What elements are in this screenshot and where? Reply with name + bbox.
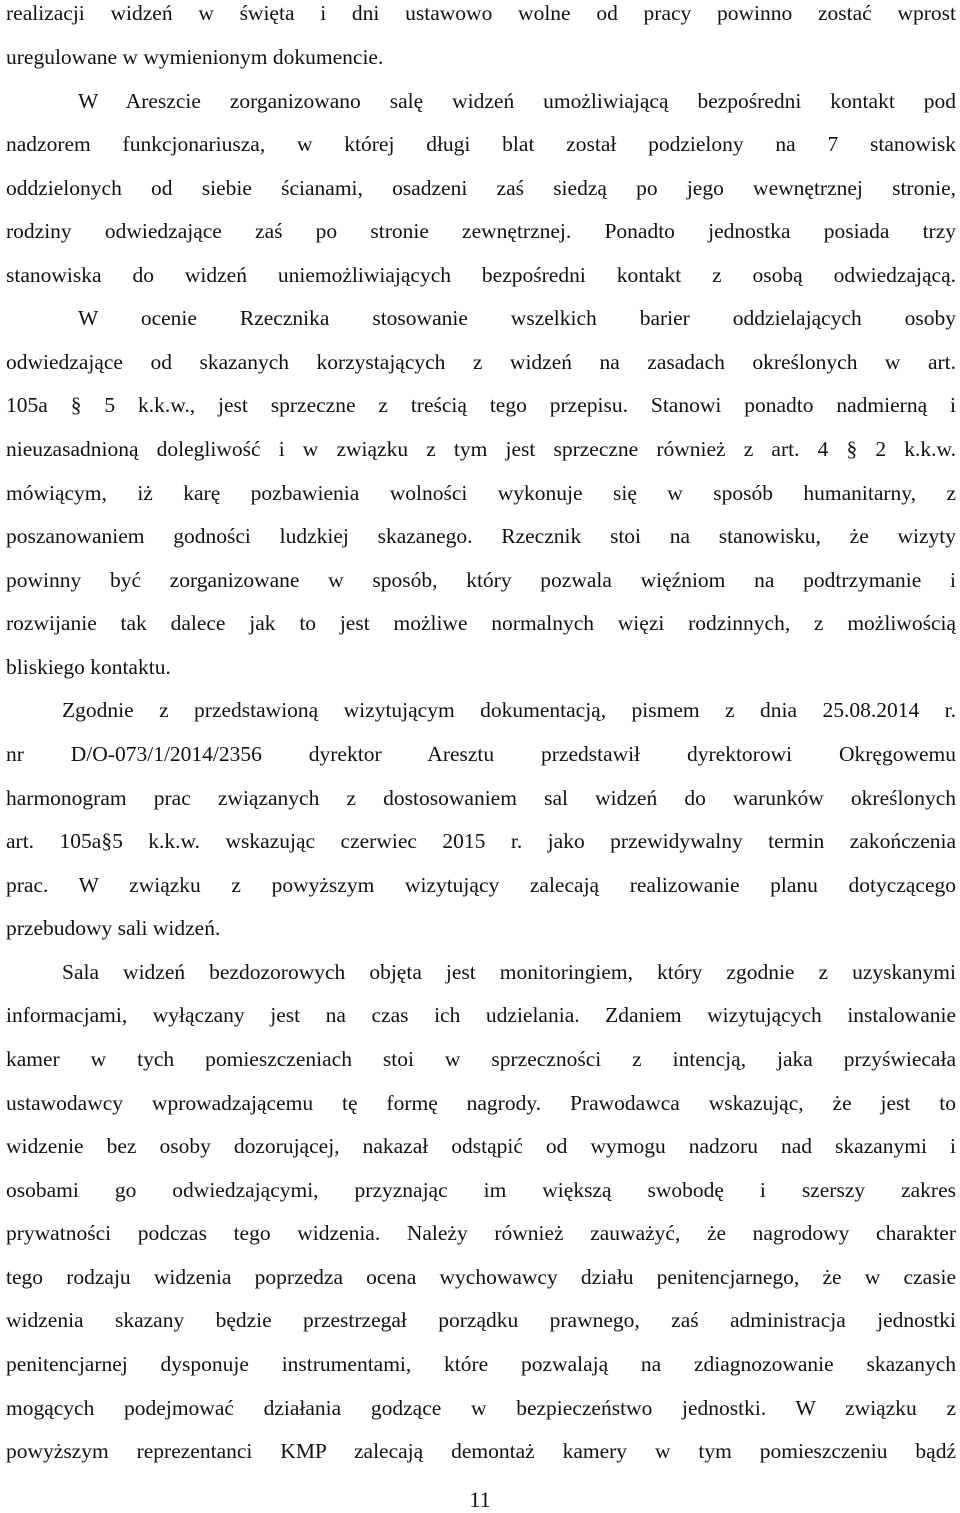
- text-line: rozwijanie tak dalece jak to jest możliwe normalnych więzi rodzinnych, z możliwością: [6, 611, 956, 635]
- text-line: ustawodawcy wprowadzającemu tę formę nagrody. Prawodawca wskazując, że jest to: [6, 1091, 956, 1115]
- text-line: osobami go odwiedzającymi, przyznając im większą swobodę i szerszy zakres: [6, 1178, 956, 1202]
- text-line: bliskiego kontaktu.: [6, 655, 171, 679]
- text-line: realizacji widzeń w święta i dni ustawowo wolne od pracy powinno zostać wprost: [6, 1, 956, 25]
- text-line: informacjami, wyłączany jest na czas ich udzielania. Zdaniem wizytujących instalowanie: [6, 1003, 956, 1027]
- text-line: widzenia skazany będzie przestrzegał porządku prawnego, zaś administracja jednostki: [6, 1308, 956, 1332]
- text-line: mogących podejmować działania godzące w bezpieczeństwo jednostki. W związku z: [6, 1396, 956, 1420]
- text-line: art. 105a§5 k.k.w. wskazując czerwiec 2015 r. jako przewidywalny termin zakończenia: [6, 829, 956, 853]
- paragraph-first-line: W ocenie Rzecznika stosowanie wszelkich barier oddzielających osoby: [78, 306, 956, 330]
- text-line: penitencjarnej dysponuje instrumentami, które pozwalają na zdiagnozowanie skazanych: [6, 1352, 956, 1376]
- text-line: prywatności podczas tego widzenia. Należy również zauważyć, że nagrodowy charakter: [6, 1221, 956, 1245]
- text-line: tego rodzaju widzenia poprzedza ocena wychowawcy działu penitencjarnego, że w czasie: [6, 1265, 956, 1289]
- text-line: przebudowy sali widzeń.: [6, 916, 221, 940]
- text-line: mówiącym, iż karę pozbawienia wolności wykonuje się w sposób humanitarny, z: [6, 481, 956, 505]
- page-number: 11: [469, 1487, 491, 1512]
- text-line: prac. W związku z powyższym wizytujący zalecają realizowanie planu dotyczącego: [6, 873, 956, 897]
- paragraph-first-line: Sala widzeń bezdozorowych objęta jest monitoringiem, który zgodnie z uzyskanymi: [62, 960, 956, 984]
- text-line: powinny być zorganizowane w sposób, który pozwala więźniom na podtrzymanie i: [6, 568, 956, 592]
- text-line: nr D/O-073/1/2014/2356 dyrektor Aresztu przedstawił dyrektorowi Okręgowemu: [6, 742, 956, 766]
- text-line: oddzielonych od siebie ścianami, osadzeni zaś siedzą po jego wewnętrznej stronie,: [6, 176, 956, 200]
- text-line: uregulowane w wymienionym dokumencie.: [6, 45, 384, 69]
- text-line: 105a § 5 k.k.w., jest sprzeczne z treścią tego przepisu. Stanowi ponadto nadmierną i: [6, 393, 956, 417]
- text-line: poszanowaniem godności ludzkiej skazanego. Rzecznik stoi na stanowisku, że wizyty: [6, 524, 956, 548]
- text-line: powyższym reprezentanci KMP zalecają demontaż kamery w tym pomieszczeniu bądź: [6, 1439, 956, 1463]
- text-line: odwiedzające od skazanych korzystających z widzeń na zasadach określonych w art.: [6, 350, 956, 374]
- text-line: nieuzasadnioną dolegliwość i w związku z tym jest sprzeczne również z art. 4 § 2 k.k.w.: [6, 437, 956, 461]
- paragraph-first-line: Zgodnie z przedstawioną wizytującym dokumentacją, pismem z dnia 25.08.2014 r.: [62, 698, 956, 722]
- text-line: rodziny odwiedzające zaś po stronie zewnętrznej. Ponadto jednostka posiada trzy: [6, 219, 956, 243]
- text-line: stanowiska do widzeń uniemożliwiających bezpośredni kontakt z osobą odwiedzającą.: [6, 263, 956, 287]
- paragraph-first-line: W Areszcie zorganizowano salę widzeń umożliwiającą bezpośredni kontakt pod: [78, 89, 956, 113]
- text-line: harmonogram prac związanych z dostosowaniem sal widzeń do warunków określonych: [6, 786, 956, 810]
- text-line: nadzorem funkcjonariusza, w której długi blat został podzielony na 7 stanowisk: [6, 132, 956, 156]
- text-line: kamer w tych pomieszczeniach stoi w sprzeczności z intencją, jaka przyświecała: [6, 1047, 956, 1071]
- text-line: widzenie bez osoby dozorującej, nakazał odstąpić od wymogu nadzoru nad skazanymi i: [6, 1134, 956, 1158]
